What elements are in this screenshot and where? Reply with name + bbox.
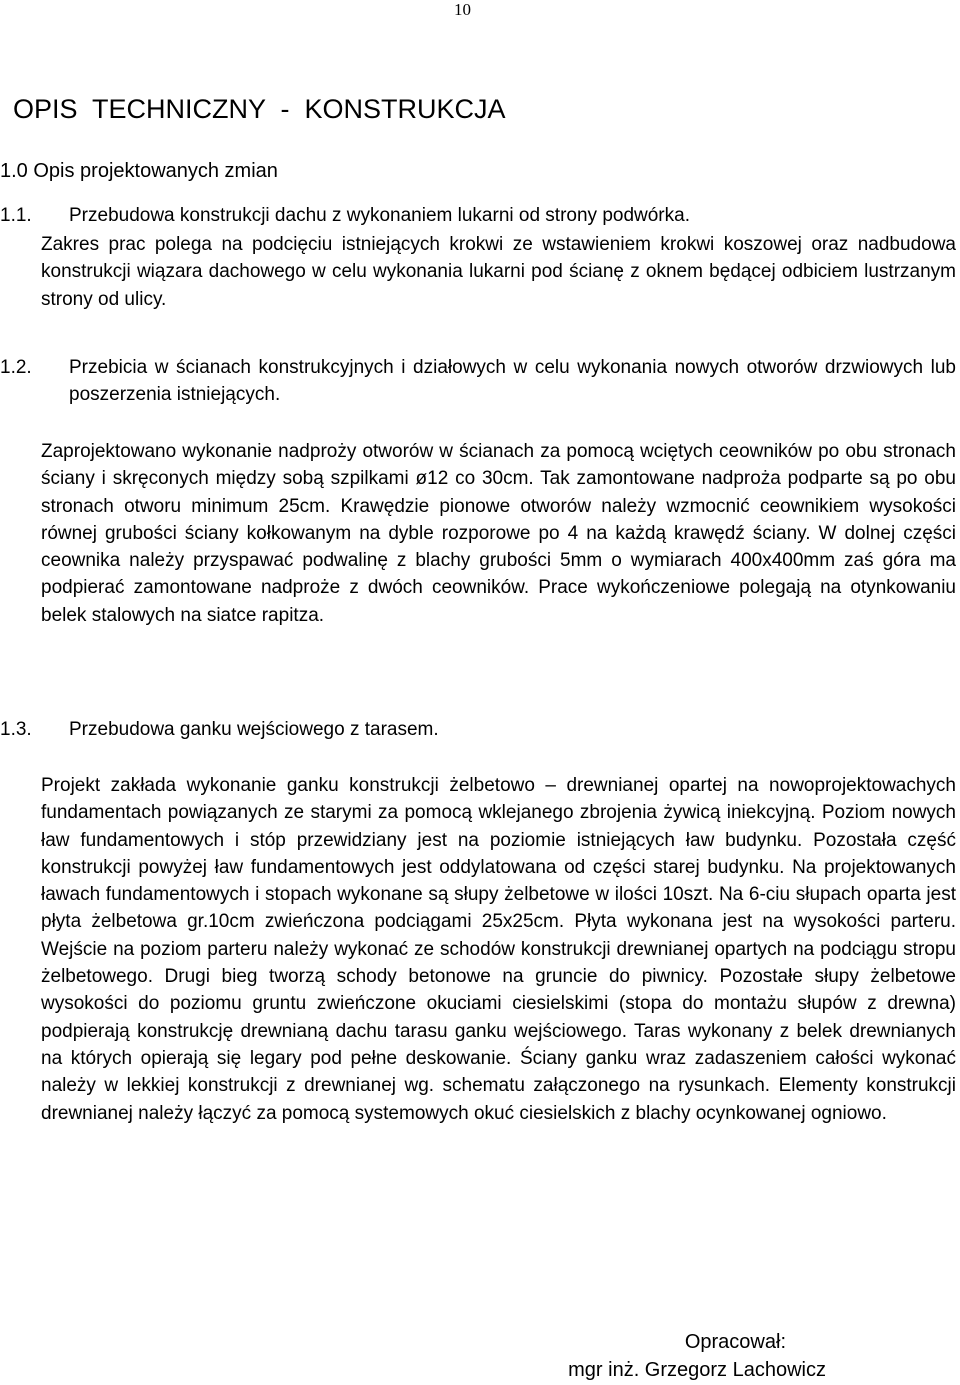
signature-name: mgr inż. Grzegorz Lachowicz [568,1359,826,1381]
item-title: Przebudowa ganku wejściowego z tarasem. [69,719,439,740]
item-number: 1.2. [0,357,32,378]
signature-block [520,1328,826,1384]
section-heading: 1.0 Opis projektowanych zmian [0,160,278,182]
item-title: Przebudowa konstrukcji dachu z wykonaniem lukarni od strony podwórka. [69,205,690,226]
item-number: 1.3. [0,719,32,740]
signature-label: Opracował: [684,1331,786,1353]
item-body: Zakres prac polega na podcięciu istniejących krokwi ze wstawieniem krokwi koszowej oraz nadbudowa konstrukcji wiązara dachowego w celu wykonania lukarni pod ścianę z oknem będącej odbiciem lustrzanym strony od ulicy. [41,234,956,310]
document-title: OPIS TECHNICZNY - KONSTRUKCJA [13,94,506,124]
page-number: 10 [454,0,471,19]
item-body: Projekt zakłada wykonanie ganku konstrukcji żelbetowo – drewnianej opartej na nowoprojektowachych fundamentach powiązanych ze starymi za pomocą wklejanego zbrojenia żywicą iniekcyjną. Poziom nowych ław fundamentowych i stóp przewidziany jest na poziomie istniejących ław budynku. Pozostała część konstrukcji powyżej ław fundamentowych jest oddylatowana od części starej budynku. Na projektowanych ławach fundamentowych i stopach wykonane są słupy żelbetowe w ilości 10szt. Na 6-ciu słupach oparta jest płyta żelbetowa gr.10cm zwieńczona podciągami 25x25cm. Płyta wykonana jest na wysokości parteru. Wejście na poziom parteru należy wykonać ze schodów konstrukcji drewnianej opartych na podciągu stropu żelbetowego. Drugi bieg tworzą schody betonowe na gruncie do piwnicy. Pozostałe słupy żelbetowe wysokości do poziomu gruntu zwieńczone okuciami ciesielskimi (stopa do montażu słupów z drewna) podpierają konstrukcję drewnianą dachu tarasu ganku wejściowego. Taras wykonany z belek drewnianych na których opierają się legary pod pełne deskowanie. Ściany ganku wraz zadaszeniem całości wykonać należy w lekkiej konstrukcji z drewnianej wg. schematu załączonego na rysunkach. Elementy konstrukcji drewnianej należy łączyć za pomocą systemowych okuć ciesielskich z blachy ocynkowanej ogniowo. [41,775,956,1124]
item-number: 1.1. [0,205,32,226]
item-title: Przebicia w ścianach konstrukcyjnych i działowych w celu wykonania nowych otworów drzwiowych lub poszerzenia istniejących. [69,357,956,406]
item-body: Zaprojektowano wykonanie nadproży otworów w ścianach za pomocą wciętych ceowników po obu stronach ściany i skręconych między sobą szpilkami ø12 co 30cm. Tak zamontowane nadproża podparte są po obu stronach otworu minimum 25cm. Krawędzie pionowe otworów należy wzmocnić ceownikiem wysokości równej grubości ściany kołkowanym na dyble rozporowe po 4 na każdą krawędź ściany. W dolnej części ceownika należy przyspawać podwalinę z blachy grubości 5mm o wymiarach 400x400mm zaś góra ma podpierać zamontowane nadproże z dwóch ceowników. Prace wykończeniowe polegają na otynkowaniu belek stalowych na siatce rapitza. [41,441,956,626]
